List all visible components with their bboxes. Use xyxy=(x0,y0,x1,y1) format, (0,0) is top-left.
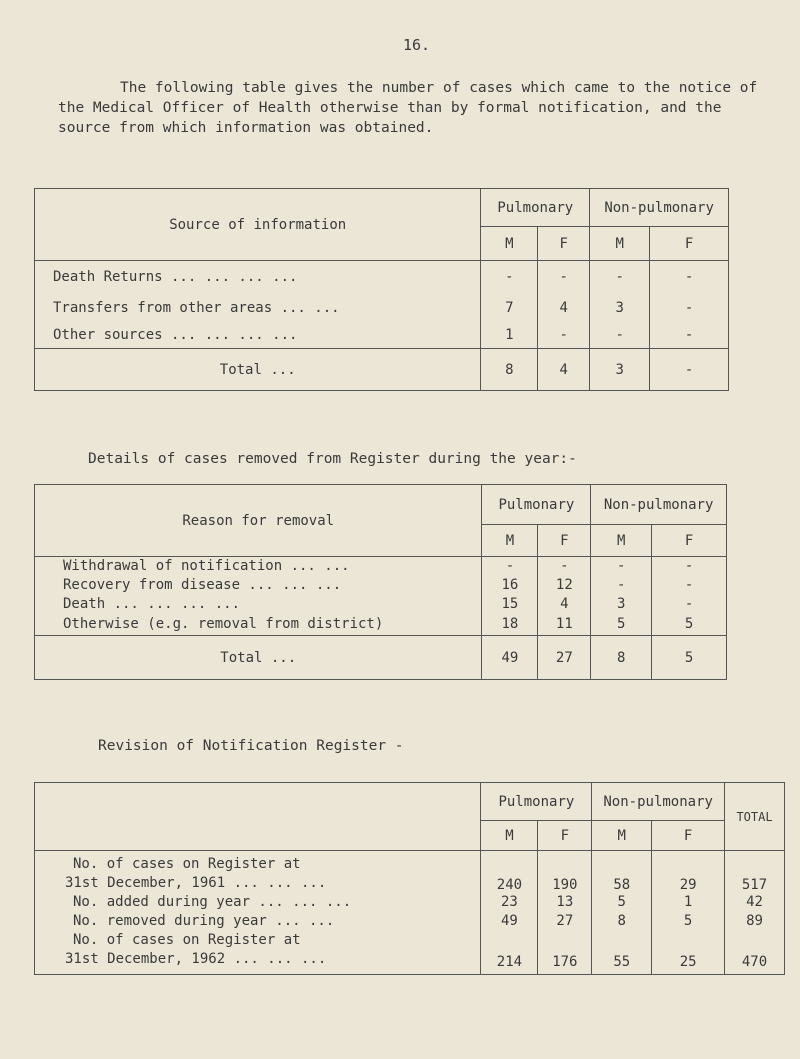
reason-header: Reason for removal xyxy=(35,485,482,557)
cell: - xyxy=(591,557,652,576)
pulmonary-header: Pulmonary xyxy=(482,485,591,525)
nonpulmonary-f-header: F xyxy=(652,821,725,851)
cell: 8 xyxy=(592,912,652,931)
cell: 517 xyxy=(725,851,785,893)
cell: 18 xyxy=(482,614,538,636)
row-label: Death Returns ... ... ... ... xyxy=(35,261,481,293)
pulmonary-f-header: F xyxy=(538,227,590,261)
cell: 27 xyxy=(538,912,592,931)
total-cell: 3 xyxy=(590,349,650,391)
cell: 11 xyxy=(538,614,591,636)
cell: - xyxy=(482,557,538,576)
removed-heading: Details of cases removed from Register during the year:- xyxy=(88,451,577,467)
cell: 3 xyxy=(590,293,650,323)
cell: 5 xyxy=(591,614,652,636)
nonpulmonary-m-header: M xyxy=(592,821,652,851)
total-cell: 49 xyxy=(482,636,538,680)
nonpulmonary-header: Non-pulmonary xyxy=(590,189,729,227)
cell: 42 xyxy=(725,893,785,912)
pulmonary-f-header: F xyxy=(538,821,592,851)
cell: 214 xyxy=(481,931,538,975)
cell: - xyxy=(590,323,650,349)
cell: 16 xyxy=(482,576,538,595)
cell: - xyxy=(538,557,591,576)
cell: - xyxy=(652,557,727,576)
revision-heading: Revision of Notification Register - xyxy=(98,738,404,754)
cell: 240 xyxy=(481,851,538,893)
notice-source-table xyxy=(34,188,729,391)
total-cell: 4 xyxy=(538,349,590,391)
cell: 4 xyxy=(538,595,591,614)
total-label: Total ... xyxy=(35,349,481,391)
row-label-line1: No. of cases on Register at xyxy=(73,855,301,872)
row-label-line1: No. of cases on Register at xyxy=(73,931,301,948)
cell: 7 xyxy=(481,293,538,323)
cell: 58 xyxy=(592,851,652,893)
cell: 49 xyxy=(481,912,538,931)
row-label: No. removed during year ... ... xyxy=(35,912,481,931)
cell: - xyxy=(650,293,729,323)
cell: 190 xyxy=(538,851,592,893)
cell: - xyxy=(652,576,727,595)
cell: 4 xyxy=(538,293,590,323)
nonpulmonary-f-header: F xyxy=(650,227,729,261)
cell: - xyxy=(652,595,727,614)
cell: 25 xyxy=(652,931,725,975)
pulmonary-m-header: M xyxy=(481,227,538,261)
blank-header xyxy=(35,783,481,851)
cell: 5 xyxy=(652,912,725,931)
row-label: Recovery from disease ... ... ... xyxy=(35,576,482,595)
cell: - xyxy=(650,323,729,349)
total-cell: 5 xyxy=(652,636,727,680)
cell: 29 xyxy=(652,851,725,893)
cell: - xyxy=(650,261,729,293)
pulmonary-header: Pulmonary xyxy=(481,189,590,227)
total-cell: - xyxy=(650,349,729,391)
cell: 55 xyxy=(592,931,652,975)
row-label: Withdrawal of notification ... ... xyxy=(35,557,482,576)
row-label xyxy=(35,851,481,893)
row-label: Otherwise (e.g. removal from district) xyxy=(35,614,482,636)
nonpulmonary-m-header: M xyxy=(591,525,652,557)
row-label xyxy=(35,931,481,975)
cell: 12 xyxy=(538,576,591,595)
pulmonary-header: Pulmonary xyxy=(481,783,592,821)
removal-table xyxy=(34,484,727,680)
total-label: Total ... xyxy=(35,636,482,680)
source-header: Source of information xyxy=(35,189,481,261)
total-cell: 8 xyxy=(481,349,538,391)
cell: - xyxy=(591,576,652,595)
cell: - xyxy=(538,261,590,293)
row-label-line2: 31st December, 1962 ... ... ... xyxy=(65,950,327,967)
cell: 13 xyxy=(538,893,592,912)
row-label: No. added during year ... ... ... xyxy=(35,893,481,912)
cell: - xyxy=(481,261,538,293)
cell: 1 xyxy=(481,323,538,349)
page-number: 16. xyxy=(403,36,431,54)
cell: 3 xyxy=(591,595,652,614)
cell: - xyxy=(590,261,650,293)
pulmonary-m-header: M xyxy=(482,525,538,557)
pulmonary-f-header: F xyxy=(538,525,591,557)
cell: 176 xyxy=(538,931,592,975)
table-bottom-rule xyxy=(35,975,785,976)
intro-text: The following table gives the number of cases which came to the notice of the Medical Officer of Health otherwise than by formal notification, and the source from which information was obtained. xyxy=(58,80,758,136)
cell: 23 xyxy=(481,893,538,912)
nonpulmonary-f-header: F xyxy=(652,525,727,557)
cell: 15 xyxy=(482,595,538,614)
cell: 89 xyxy=(725,912,785,931)
cell: 1 xyxy=(652,893,725,912)
total-cell: 8 xyxy=(591,636,652,680)
nonpulmonary-header: Non-pulmonary xyxy=(591,485,727,525)
row-label-line2: 31st December, 1961 ... ... ... xyxy=(65,874,327,891)
row-label: Other sources ... ... ... ... xyxy=(35,323,481,349)
cell: 5 xyxy=(652,614,727,636)
revision-table xyxy=(34,782,785,975)
cell: 470 xyxy=(725,931,785,975)
pulmonary-m-header: M xyxy=(481,821,538,851)
intro-paragraph xyxy=(58,78,778,138)
total-header: TOTAL xyxy=(725,783,785,851)
nonpulmonary-header: Non-pulmonary xyxy=(592,783,725,821)
nonpulmonary-m-header: M xyxy=(590,227,650,261)
total-cell: 27 xyxy=(538,636,591,680)
cell: 5 xyxy=(592,893,652,912)
row-label: Transfers from other areas ... ... xyxy=(35,293,481,323)
cell: - xyxy=(538,323,590,349)
row-label: Death ... ... ... ... xyxy=(35,595,482,614)
